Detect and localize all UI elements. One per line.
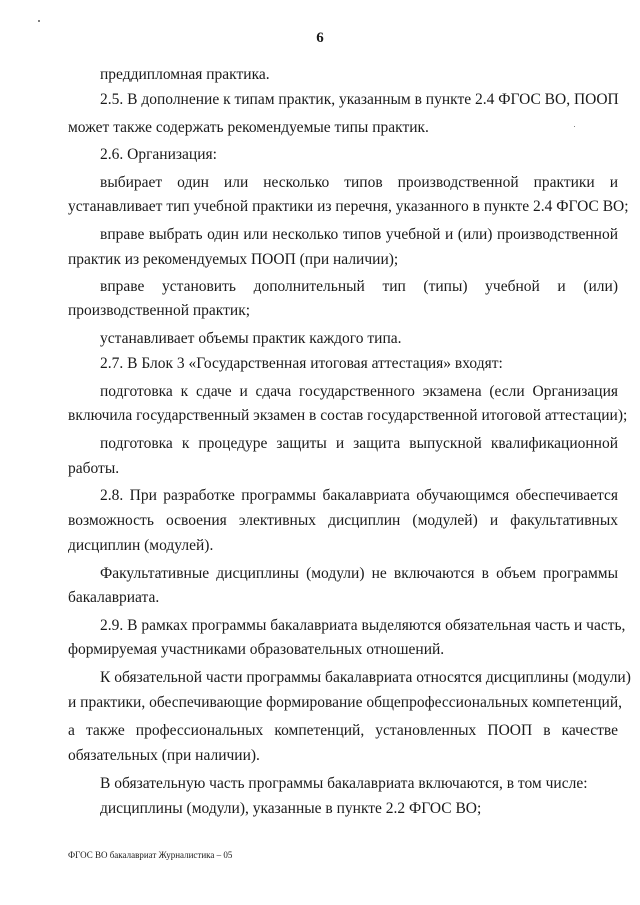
text-line: преддипломная практика.	[100, 66, 270, 83]
text-line: К обязательной части программы бакалавриата относятся дисциплины (модули)	[100, 669, 631, 686]
text-line: Факультативные дисциплины (модули) не включаются в объем программы	[100, 565, 618, 582]
text-line: устанавливает тип учебной практики из перечня, указанного в пункте 2.4 ФГОС ВО;	[68, 198, 629, 215]
text-line: 2.9. В рамках программы бакалавриата выделяются обязательная часть и часть,	[100, 617, 626, 634]
text-line: вправе установить дополнительный тип (типы) учебной и (или)	[100, 278, 618, 295]
page-number: 6	[316, 30, 324, 46]
text-line: формируемая участниками образовательных отношений.	[68, 641, 445, 658]
text-line: возможность освоения элективных дисциплин (модулей) и факультативных	[68, 512, 618, 529]
text-line: а также профессиональных компетенций, установленных ПООП в качестве	[68, 722, 618, 739]
text-line: В обязательную часть программы бакалавриата включаются, в том числе:	[100, 775, 588, 792]
text-line: включила государственный экзамен в состав государственной итоговой аттестации);	[68, 407, 628, 424]
text-line: подготовка к сдаче и сдача государственного экзамена (если Организация	[100, 383, 618, 400]
scan-speck	[38, 20, 40, 22]
text-line: работы.	[68, 460, 120, 477]
text-line: подготовка к процедуре защиты и защита выпускной квалификационной	[100, 435, 618, 452]
text-line: практик из рекомендуемых ПООП (при наличии);	[68, 251, 399, 268]
scan-speck	[574, 126, 575, 127]
text-line: 2.8. При разработке программы бакалавриата обучающимся обеспечивается	[100, 487, 618, 504]
text-line: 2.7. В Блок 3 «Государственная итоговая аттестация» входят:	[100, 355, 503, 372]
text-line: устанавливает объемы практик каждого типа.	[100, 330, 402, 347]
text-line: дисциплин (модулей).	[68, 537, 214, 554]
text-line: 2.6. Организация:	[100, 146, 217, 163]
page-footer: ФГОС ВО бакалавриат Журналистика – 05	[68, 850, 233, 860]
text-line: производственной практик;	[68, 302, 251, 319]
text-line: дисциплины (модули), указанные в пункте 2.2 ФГОС ВО;	[100, 800, 482, 817]
text-line: обязательных (при наличии).	[68, 747, 260, 764]
text-line: и практики, обеспечивающие формирование общепрофессиональных компетенций,	[68, 694, 623, 711]
text-line: бакалавриата.	[68, 589, 160, 606]
text-line: может также содержать рекомендуемые типы практик.	[68, 119, 429, 136]
text-line: 2.5. В дополнение к типам практик, указанным в пункте 2.4 ФГОС ВО, ПООП	[100, 91, 619, 108]
text-line: вправе выбрать один или несколько типов учебной и (или) производственной	[100, 226, 618, 243]
text-line: выбирает один или несколько типов производственной практики и	[100, 174, 618, 191]
